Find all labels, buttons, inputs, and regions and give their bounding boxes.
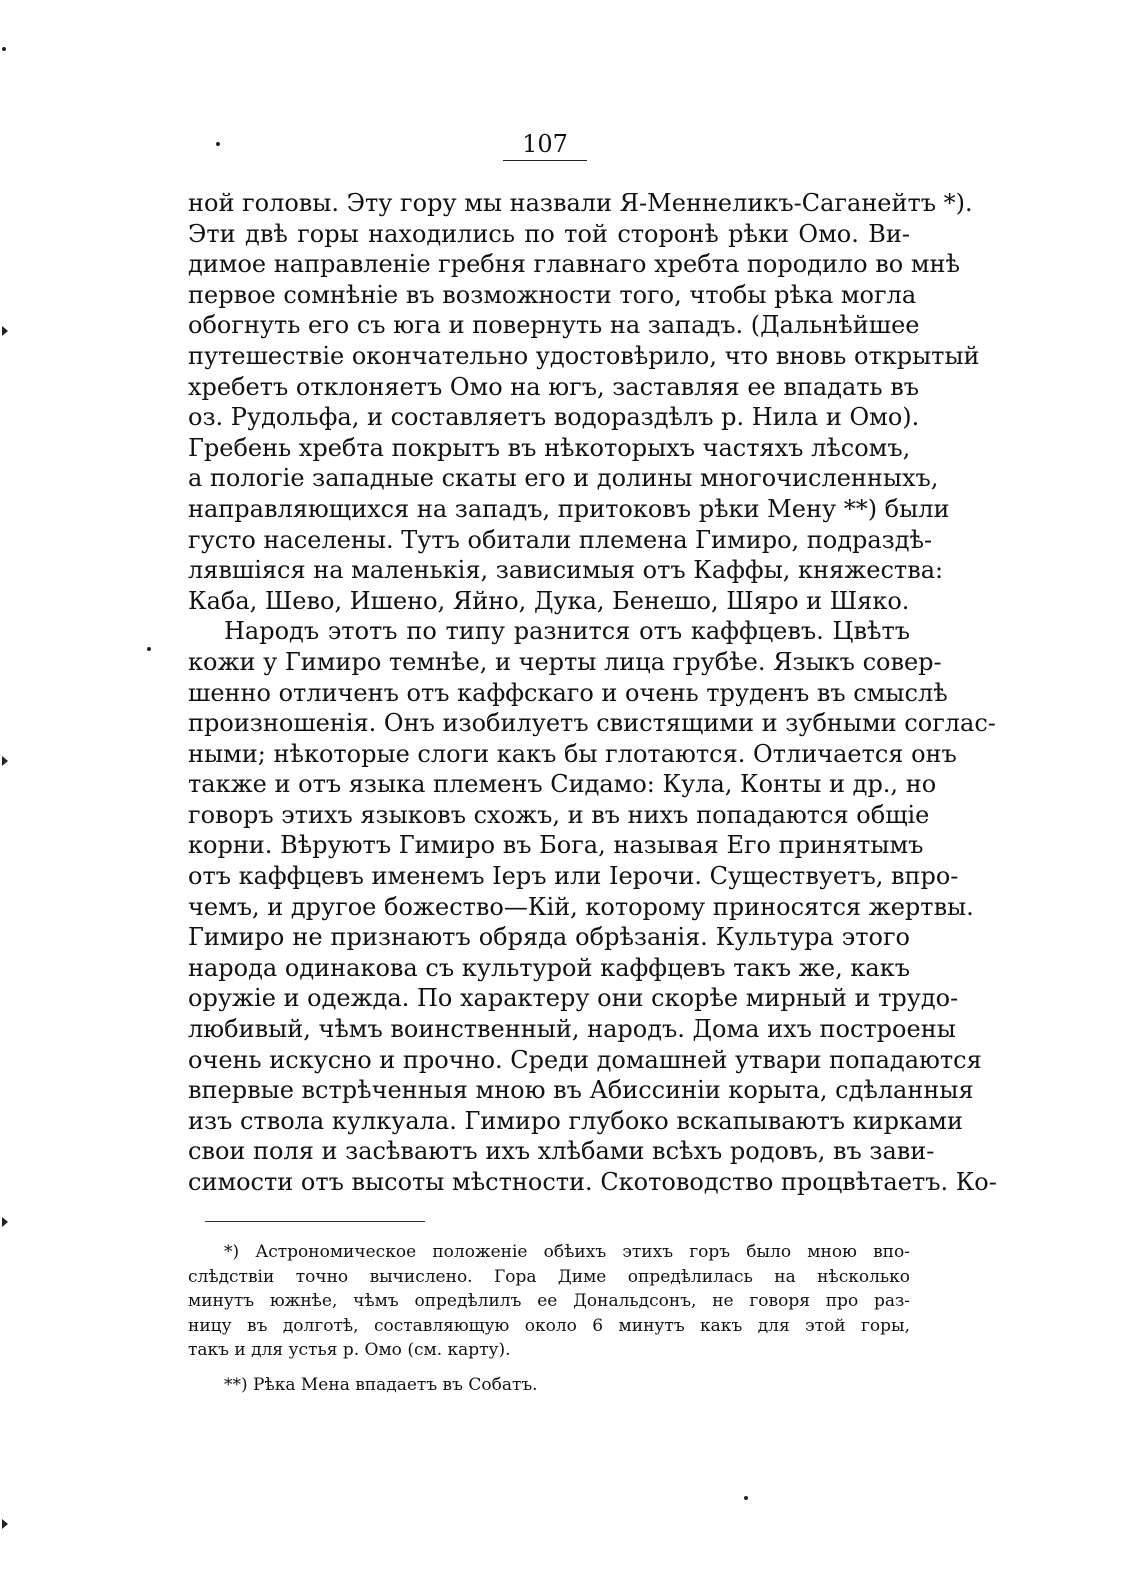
- text-line: также и отъ языка племенъ Сидамо: Кула, Конты и др., но: [188, 770, 937, 799]
- text-line: ной головы. Эту гору мы назвали Я-Меннеликъ-Саганейтъ *).: [188, 189, 973, 217]
- footnotes: [188, 1240, 910, 1397]
- binding-mark: [2, 326, 8, 336]
- scan-speck: [147, 647, 151, 651]
- footnote-line: минутъ южнѣе, чѣмъ опредѣлилъ ее Дональдсонъ, не говоря про раз-: [188, 1291, 910, 1311]
- text-line: ными; нѣкоторые слоги какъ бы глотаются. Отличается онъ: [188, 739, 957, 768]
- footnote-gap: [188, 1363, 910, 1373]
- binding-mark: [2, 1217, 8, 1227]
- text-line: чемъ, и другое божество—Кій, которому приносятся жертвы.: [188, 892, 974, 921]
- text-line: димое направленіе гребня главнаго хребта породило во мнѣ: [188, 250, 960, 279]
- text-line: Народъ этотъ по типу разнится отъ каффцевъ. Цвѣтъ: [224, 617, 910, 646]
- text-line: кожи у Гимиро темнѣе, и черты лица грубѣе. Языкъ совер-: [188, 647, 942, 676]
- text-line: шенно отличенъ отъ каффскаго и очень труденъ въ смыслѣ: [188, 678, 948, 707]
- footnote-line: ницу въ долготѣ, составляющую около 6 минутъ какъ для этой горы,: [188, 1315, 910, 1336]
- text-line: корни. Вѣруютъ Гимиро въ Бога, называя Его принятымъ: [188, 831, 924, 860]
- footnote-rule: [205, 1221, 425, 1222]
- text-line: народа одинакова съ культурой каффцевъ такъ же, какъ: [188, 953, 910, 982]
- body-text: [188, 188, 997, 1198]
- text-line: Каба, Шево, Ишено, Яйно, Дука, Бенешо, Шяро и Шяко.: [188, 586, 910, 615]
- text-line: говоръ этихъ языковъ схожъ, и въ нихъ попадаются общіе: [188, 800, 930, 829]
- text-line: любивый, чѣмъ воинственный, народъ. Дома ихъ построены: [188, 1015, 956, 1044]
- text-line: лявшіяся на маленькія, зависимыя отъ Каффы, княжества:: [188, 556, 944, 585]
- page-number: 107: [522, 130, 568, 158]
- text-line: хребетъ отклоняетъ Омо на югъ, заставляя ее впадать въ: [188, 372, 920, 401]
- footnote-line: слѣдствіи точно вычислено. Гора Диме опредѣлилась на нѣсколько: [188, 1266, 910, 1287]
- page-number-rule: [503, 160, 587, 161]
- binding-mark: [2, 1519, 8, 1529]
- text-line: очень искусно и прочно. Среди домашней утвари попадаются: [188, 1045, 982, 1074]
- scan-speck: [744, 1496, 748, 1500]
- text-line: Эти двѣ горы находились по той сторонѣ рѣки Омо. Ви-: [188, 219, 910, 248]
- footnote-line: *) Астрономическое положеніе обѣихъ этихъ горъ было мною впо-: [224, 1242, 910, 1262]
- text-line: отъ каффцевъ именемъ Іеръ или Іерочи. Существуетъ, впро-: [188, 862, 959, 891]
- text-line: Гимиро не признаютъ обряда обрѣзанія. Культура этого: [188, 923, 910, 952]
- text-line: произношенія. Онъ изобилуетъ свистящими и зубными соглас-: [188, 709, 996, 738]
- footnote-line: такъ и для устья р. Омо (см. карту).: [188, 1340, 511, 1360]
- text-line: Гребень хребта покрытъ въ нѣкоторыхъ частяхъ лѣсомъ,: [188, 433, 911, 462]
- text-line: свои поля и засѣваютъ ихъ хлѣбами всѣхъ родовъ, въ зави-: [188, 1137, 935, 1166]
- binding-mark: [2, 756, 8, 766]
- text-line: путешествіе окончательно удостовѣрило, что вновь открытый: [188, 341, 980, 370]
- scan-speck: [2, 47, 6, 51]
- footnote-line: **) Рѣка Мена впадаетъ въ Собатъ.: [224, 1374, 538, 1395]
- scan-speck: [216, 142, 220, 146]
- text-line: направляющихся на западъ, притоковъ рѣки Мену **) были: [188, 494, 950, 523]
- text-line: оз. Рудольфа, и составляетъ водораздѣлъ р. Нила и Омо).: [188, 403, 920, 432]
- text-line: густо населены. Тутъ обитали племена Гимиро, подраздѣ-: [188, 525, 933, 554]
- text-line: а пологіе западные скаты его и долины многочисленныхъ,: [188, 464, 939, 493]
- text-line: изъ ствола кулкуала. Гимиро глубоко вскапываютъ кирками: [188, 1106, 963, 1135]
- text-line: симости отъ высоты мѣстности. Скотоводство процвѣтаетъ. Ко-: [188, 1168, 997, 1196]
- text-line: оружіе и одежда. По характеру они скорѣе мирный и трудо-: [188, 984, 959, 1013]
- text-line: обогнуть его съ юга и повернуть на западъ. (Дальнѣйшее: [188, 311, 920, 340]
- text-line: первое сомнѣніе въ возможности того, чтобы рѣка могла: [188, 280, 917, 309]
- text-line: впервые встрѣченныя мною въ Абиссиніи корыта, сдѣланныя: [188, 1076, 974, 1105]
